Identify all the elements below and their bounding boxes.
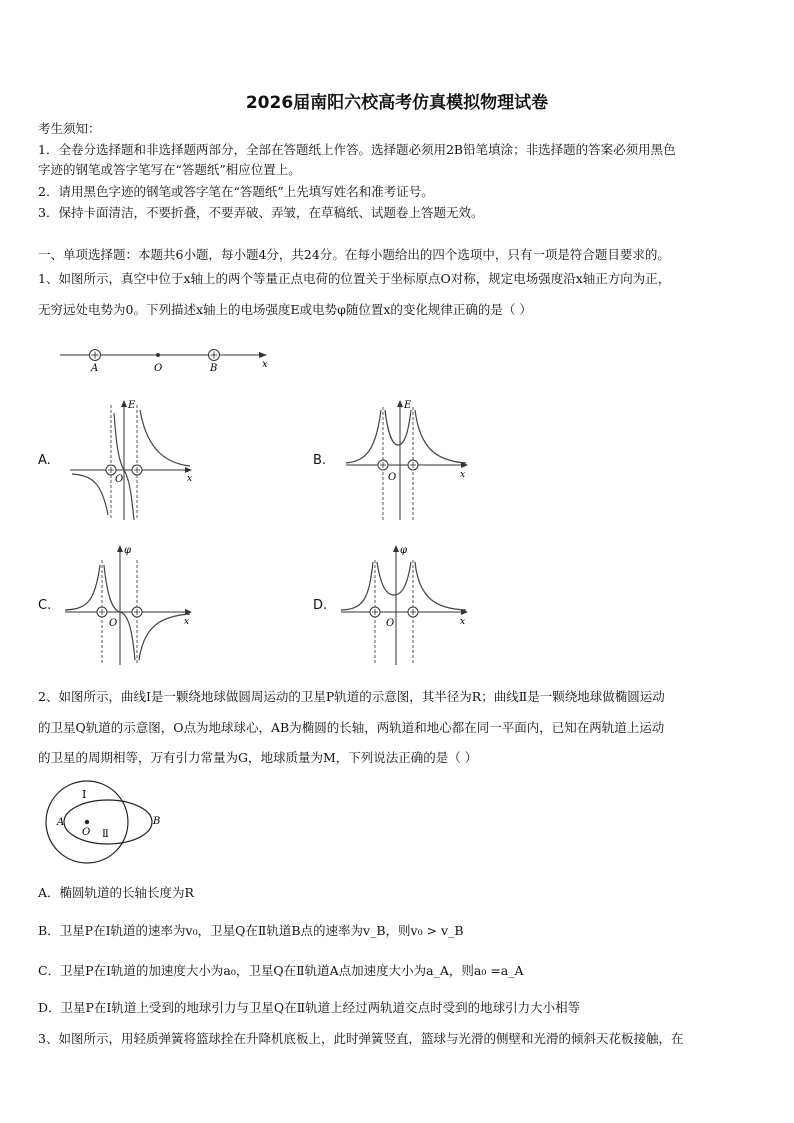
q1-option-b-label[interactable]: B. — [313, 453, 327, 468]
q3-stem-line1: 3、如图所示，用轻质弹簧将篮球拴在升降机底板上，此时弹簧竖直，篮球与光滑的侧壁和光滑的倾斜天花板接触，在 — [38, 1031, 684, 1046]
q2-stem-line3: 的卫星的周期相等，万有引力常量为G，地球质量为M，下列说法正确的是（ ） — [38, 750, 478, 765]
svg-text:x: x — [184, 617, 190, 627]
graph-a-e-label: E — [128, 400, 136, 411]
q1-option-d-graph[interactable] — [338, 540, 478, 670]
notice-item-1: 1．全卷分选择题和非选择题两部分，全部在答题纸上作答。选择题必须用2B铅笔填涂；非选择题的答案必须用黑色 — [38, 142, 676, 157]
graph-c-phi-label: φ — [124, 545, 132, 556]
orbit-label-i: Ⅰ — [82, 788, 87, 801]
svg-text:x: x — [187, 474, 193, 484]
svg-text:B: B — [153, 816, 161, 827]
axis-label-a: A — [91, 363, 99, 374]
q1-option-b-graph[interactable] — [338, 395, 478, 525]
notice-item-2: 2．请用黑色字迹的钢笔或答字笔在“答题纸”上先填写姓名和准考证号。 — [38, 184, 434, 199]
graph-d-phi-label: φ — [400, 545, 408, 556]
svg-text:O: O — [109, 618, 118, 629]
graph-b-e-label: E — [404, 400, 412, 411]
section-heading: 一、单项选择题：本题共6小题，每小题4分，共24分。在每小题给出的四个选项中，只有一项是符合题目要求的。 — [38, 247, 670, 262]
q1-option-a-label[interactable]: A. — [38, 453, 51, 468]
svg-text:O: O — [115, 474, 124, 485]
q2-option-b[interactable]: B．卫星P在Ⅰ轨道的速率为v₀，卫星Q在Ⅱ轨道B点的速率为v_B，则v₀ > v_B — [38, 923, 464, 938]
q1-option-d-label[interactable]: D. — [313, 598, 328, 613]
axis-label-o: O — [154, 363, 163, 374]
svg-text:O: O — [82, 827, 91, 838]
axis-label-x: x — [262, 359, 268, 370]
q1-charge-axis-figure — [55, 340, 285, 380]
svg-text:A: A — [57, 817, 65, 828]
q2-option-c[interactable]: C．卫星P在Ⅰ轨道的加速度大小为a₀，卫星Q在Ⅱ轨道A点加速度大小为a_A，则a₀ =a_A — [38, 963, 524, 978]
q1-option-c-graph[interactable] — [62, 540, 202, 670]
svg-text:x: x — [460, 470, 466, 480]
notice-item-3: 3．保持卡面清洁，不要折叠，不要弄破、弄皱，在草稿纸、试题卷上答题无效。 — [38, 205, 484, 220]
orbit-label-ii: Ⅱ — [102, 829, 109, 840]
q2-orbit-figure — [40, 778, 170, 873]
q2-stem-line1: 2、如图所示，曲线Ⅰ是一颗绕地球做圆周运动的卫星P轨道的示意图，其半径为R；曲线Ⅱ是一颗绕地球做椭圆运动 — [38, 689, 665, 704]
q2-stem-line2: 的卫星Q轨道的示意图，O点为地球球心，AB为椭圆的长轴，两轨道和地心都在同一平面内，已知在两轨道上运动 — [38, 720, 665, 735]
notice-item-1-cont: 字迹的钢笔或答字笔写在“答题纸”相应位置上。 — [38, 162, 301, 177]
q1-stem-line2: 无穷远处电势为0。下列描述x轴上的电场强度E或电势φ随位置x的变化规律正确的是（ ） — [38, 302, 532, 317]
svg-text:O: O — [388, 472, 397, 483]
notice-heading: 考生须知： — [38, 121, 101, 136]
svg-text:O: O — [386, 618, 395, 629]
exam-title: 2026届南阳六校高考仿真模拟物理试卷 — [245, 93, 549, 113]
q1-stem-line1: 1、如图所示，真空中位于x轴上的两个等量正点电荷的位置关于坐标原点O对称，规定电场强度沿x轴正方向为正， — [38, 271, 671, 286]
q2-option-a[interactable]: A．椭圆轨道的长轴长度为R — [38, 885, 194, 900]
q1-option-a-graph[interactable] — [62, 395, 202, 525]
q1-option-c-label[interactable]: C. — [38, 598, 52, 613]
axis-label-b: B — [210, 363, 218, 374]
q2-option-d[interactable]: D．卫星P在Ⅰ轨道上受到的地球引力与卫星Q在Ⅱ轨道上经过两轨道交点时受到的地球引力大小相等 — [38, 1000, 581, 1015]
svg-text:x: x — [460, 617, 466, 627]
